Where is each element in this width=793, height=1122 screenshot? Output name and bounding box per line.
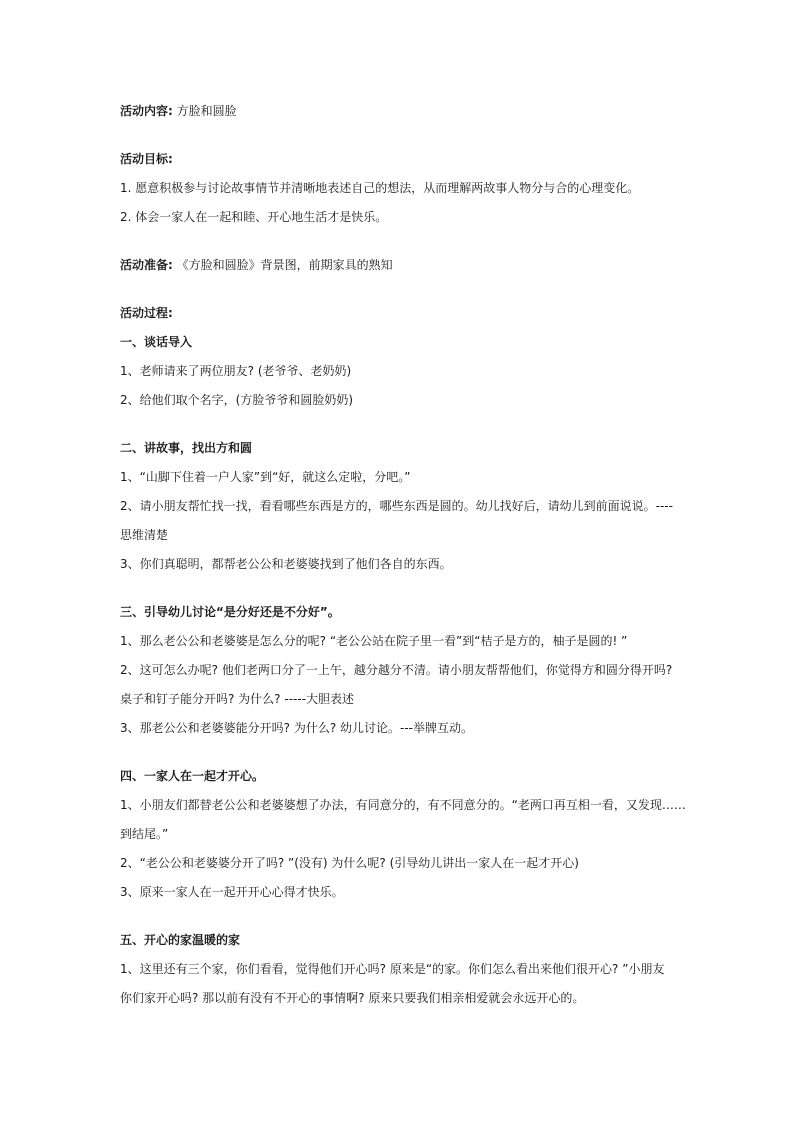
section-2-title: 二、讲故事，找出方和圆 [120, 441, 253, 455]
section-3-line-2-cont: 桌子和钉子能分开吗? 为什么? -----大胆表述 [120, 692, 355, 706]
activity-prep-line [120, 257, 673, 273]
goal-item-1: 1. 愿意积极参与讨论故事情节并清晰地表述自己的想法，从而理解两故事人物分与合的心理变化。 [120, 181, 640, 195]
section-4-line-1-cont: 到结尾。” [120, 827, 169, 841]
section-3-line-2: 2、这可怎么办呢? 他们老两口分了一上午，越分越分不清。请小朋友帮帮他们，你觉得方和圆分得开吗? [120, 663, 673, 677]
section-2-line-3: 3、你们真聪明，都帮老公公和老婆婆找到了他们各自的东西。 [120, 557, 452, 571]
activity-goals-label: 活动目标: [120, 152, 173, 166]
section-2-line-2-cont: 思维清楚 [120, 528, 169, 542]
section-2-line-2: 2、请小朋友帮忙找一找，看看哪些东西是方的，哪些东西是圆的。幼儿找好后，请幼儿到前面说说。---- [120, 499, 673, 513]
section-4-line-2: 2、“老公公和老婆婆分开了吗? ”(没有) 为什么呢? (引导幼儿讲出一家人在一起才开心) [120, 856, 579, 870]
section-1-line-1: 1、老师请来了两位朋友? (老爷爷、老奶奶) [120, 364, 352, 378]
section-4-line-1: 1、小朋友们都替老公公和老婆婆想了办法，有同意分的，有不同意分的。“老两口再互相一看，又发现…… [120, 798, 686, 812]
section-1-title: 一、谈话导入 [120, 335, 193, 349]
section-4-title: 四、一家人在一起才开心。 [120, 769, 265, 783]
activity-content-label: 活动内容: [120, 104, 173, 118]
goal-item-2: 2. 体会一家人在一起和睦、开心地生活才是快乐。 [120, 210, 388, 224]
section-1-line-2: 2、给他们取个名字，(方脸爷爷和圆脸奶奶) [120, 393, 353, 407]
section-3-title: 三、引导幼儿讨论“是分好还是不分好”。 [120, 605, 340, 619]
activity-prep-label: 活动准备: [120, 258, 173, 272]
activity-content-line [120, 103, 673, 119]
activity-process-label: 活动过程: [120, 306, 173, 320]
activity-prep-value: 《方脸和圆脸》背景图，前期家具的熟知 [172, 258, 393, 272]
section-5-line-1-cont: 你们家开心吗? 那以前有没有不开心的事情啊? 原来只要我们相亲相爱就会永远开心的。 [120, 991, 585, 1005]
section-5-title: 五、开心的家温暖的家 [120, 933, 241, 947]
section-2-line-1: 1、“山脚下住着一户人家”到“好，就这么定啦，分吧。” [120, 470, 411, 484]
section-3-line-3: 3、那老公公和老婆婆能分开吗? 为什么? 幼儿讨论。---举牌互动。 [120, 721, 473, 735]
section-4-line-3: 3、原来一家人在一起开开心心得才快乐。 [120, 885, 344, 899]
section-3-line-1: 1、那么老公公和老婆婆是怎么分的呢? “老公公站在院子里一看”到“桔子是方的，柚子是圆的! ” [120, 634, 628, 648]
section-5-line-1: 1、这里还有三个家，你们看看，觉得他们开心吗? 原来是“的家。你们怎么看出来他们很开心? ”小朋友 [120, 962, 665, 976]
activity-content-value: 方脸和圆脸 [172, 104, 237, 118]
